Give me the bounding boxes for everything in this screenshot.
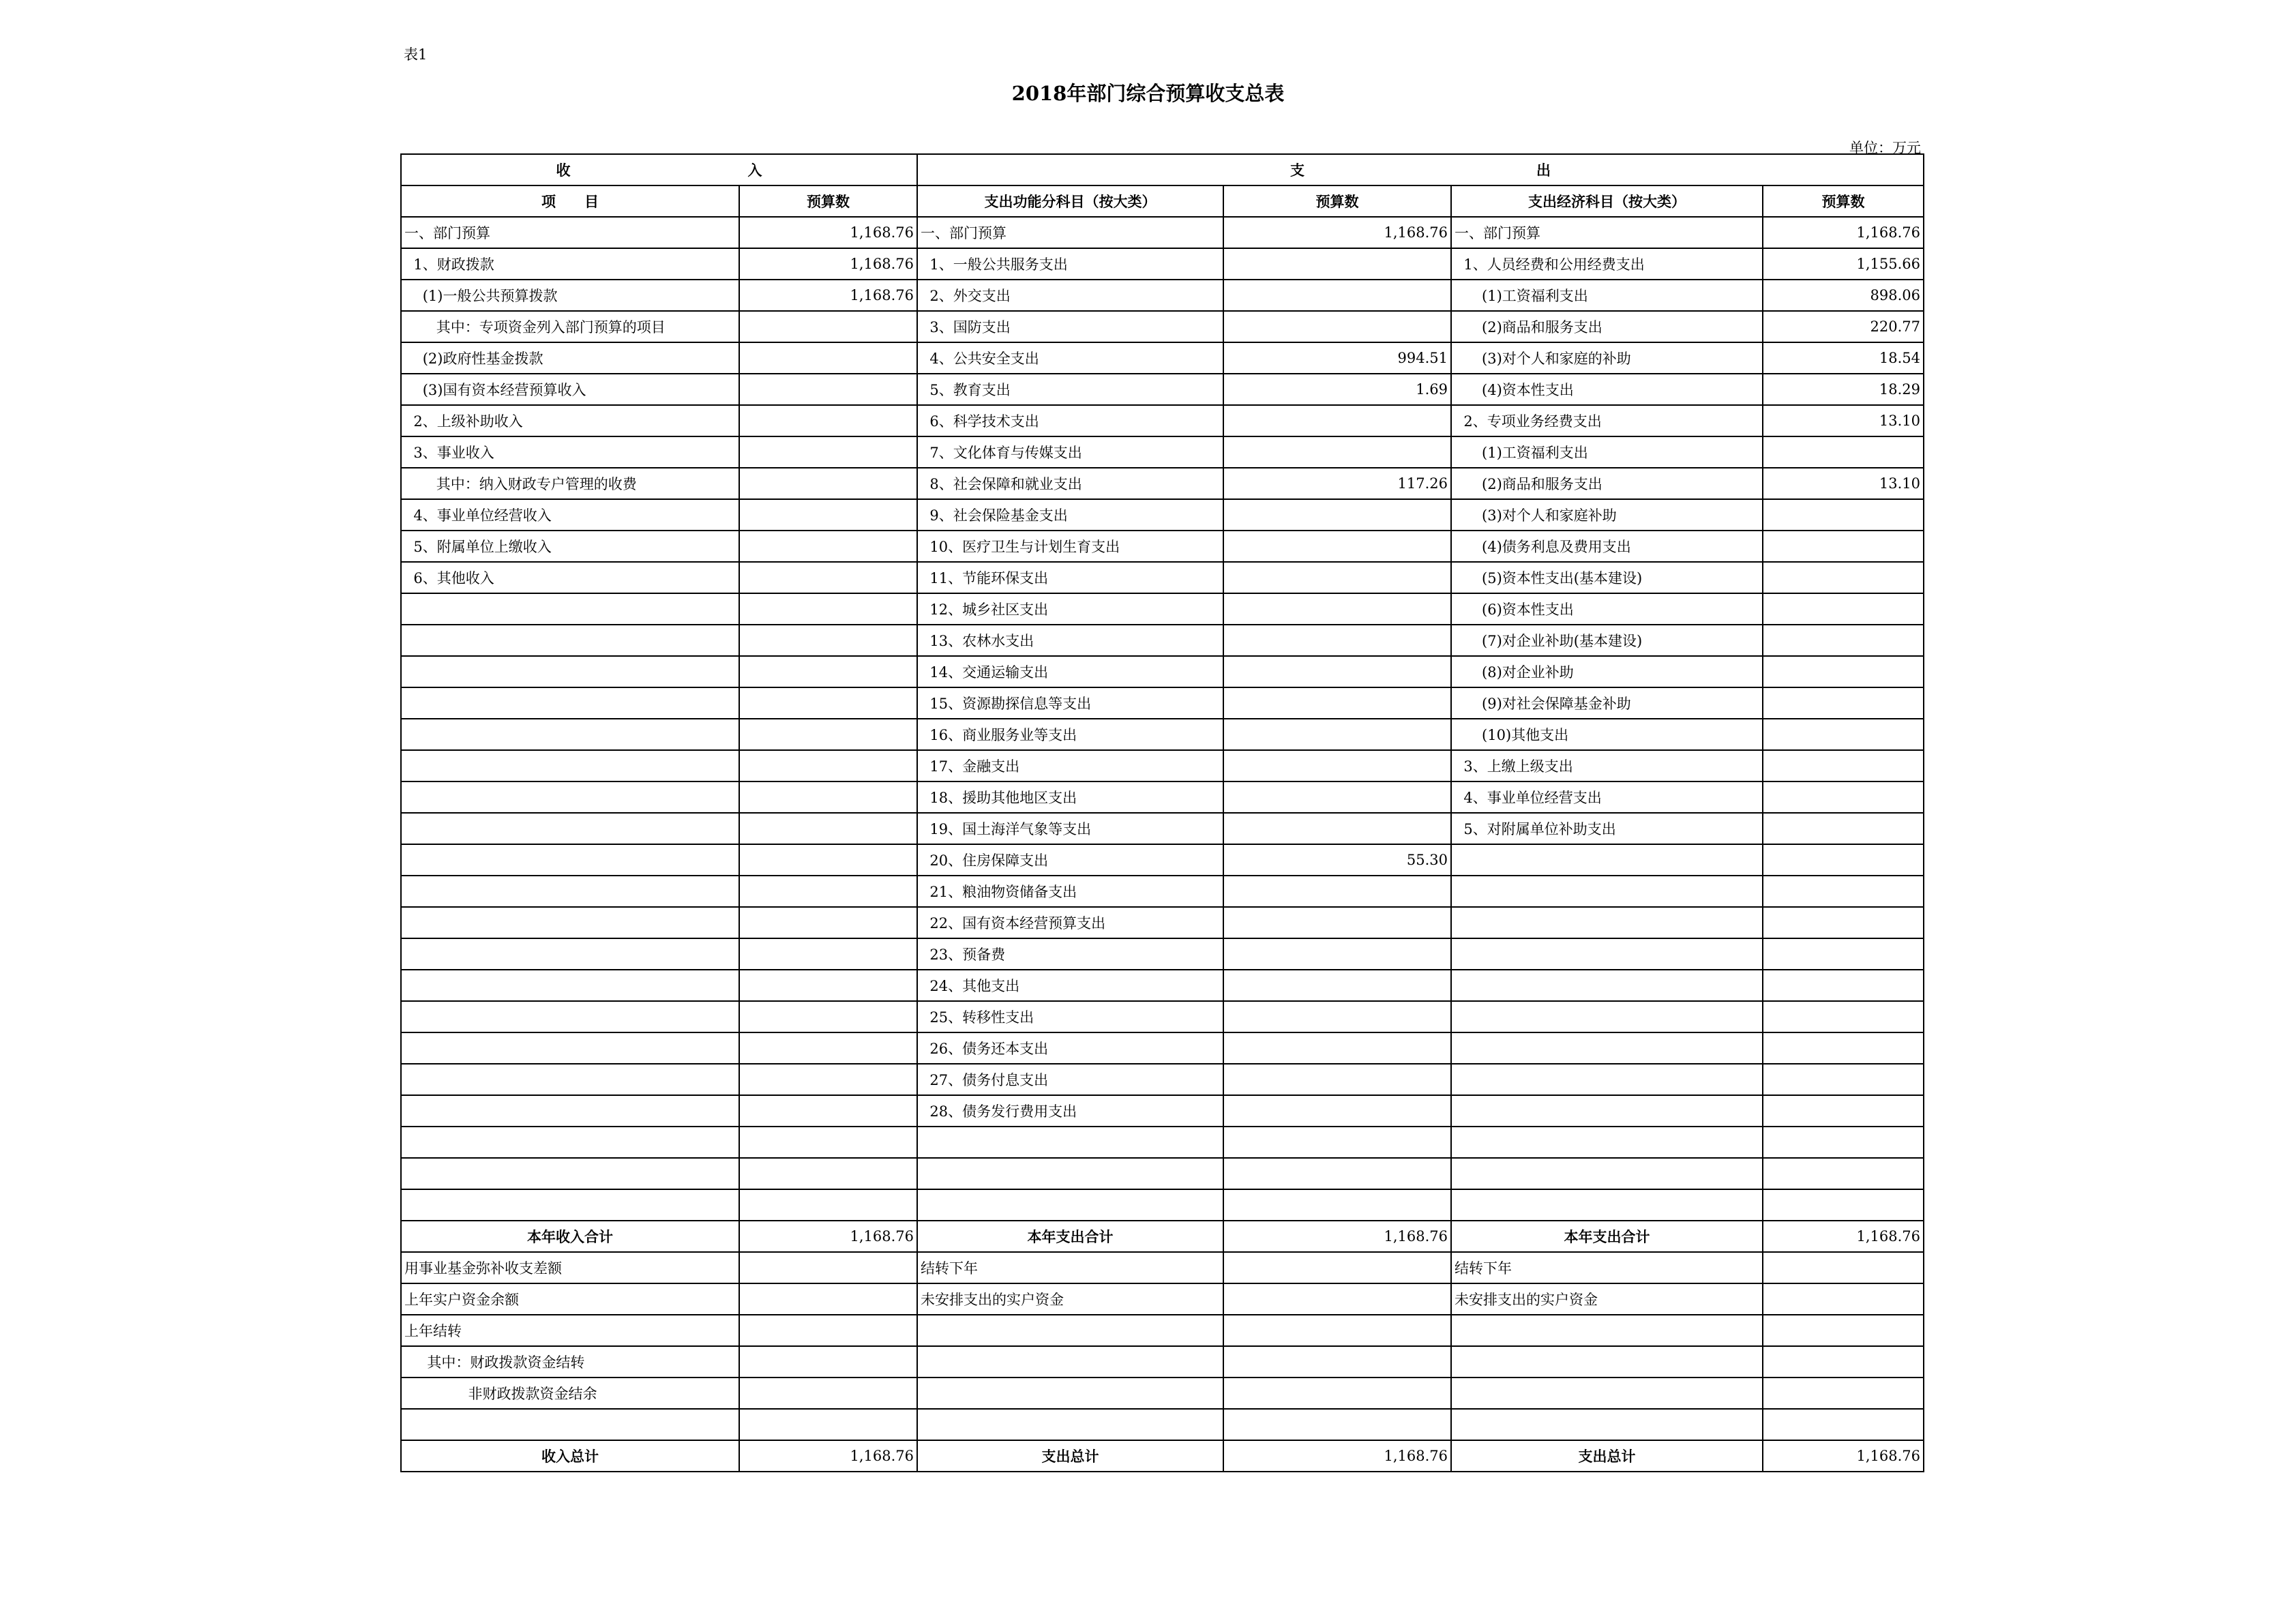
function-item: 7、文化体育与传媒支出 (917, 436, 1223, 468)
income-budget (739, 1283, 917, 1315)
income-item: 上年实户资金余额 (401, 1283, 739, 1315)
table-row (401, 1346, 1924, 1378)
subtotal-row-econ-label: 本年支出合计 (1451, 1221, 1763, 1252)
total-row-econ-value: 1,168.76 (1763, 1440, 1924, 1472)
economic-item (1451, 1189, 1763, 1221)
function-item: 22、国有资本经营预算支出 (917, 907, 1223, 938)
economic-budget: 1,155.66 (1763, 248, 1924, 280)
economic-item: (5)资本性支出(基本建设) (1451, 562, 1763, 593)
income-budget (739, 562, 917, 593)
function-budget (1223, 719, 1451, 750)
subtotal-row-income-label: 本年收入合计 (401, 1221, 739, 1252)
income-item: 其中：纳入财政专户管理的收费 (401, 468, 739, 499)
table-row (401, 1378, 1924, 1409)
economic-budget: 13.10 (1763, 405, 1924, 436)
economic-item (1451, 1064, 1763, 1095)
income-item (401, 781, 739, 813)
function-budget (1223, 499, 1451, 531)
economic-budget (1763, 1064, 1924, 1095)
income-item: 2、上级补助收入 (401, 405, 739, 436)
income-item (401, 1127, 739, 1158)
economic-item: (8)对企业补助 (1451, 656, 1763, 687)
income-budget (739, 719, 917, 750)
economic-budget (1763, 1346, 1924, 1378)
function-budget (1223, 280, 1451, 311)
income-budget (739, 1127, 917, 1158)
income-budget: 1,168.76 (739, 248, 917, 280)
table-row (401, 468, 1924, 499)
economic-item: (6)资本性支出 (1451, 593, 1763, 625)
function-budget (1223, 1095, 1451, 1127)
income-budget (739, 436, 917, 468)
function-item: 21、粮油物资储备支出 (917, 876, 1223, 907)
function-item: 9、社会保险基金支出 (917, 499, 1223, 531)
table-row (401, 1127, 1924, 1158)
economic-budget (1763, 593, 1924, 625)
economic-item: 1、人员经费和公用经费支出 (1451, 248, 1763, 280)
economic-item: (4)资本性支出 (1451, 374, 1763, 405)
subtotal-row-func-value: 1,168.76 (1223, 1221, 1451, 1252)
economic-budget (1763, 781, 1924, 813)
income-budget (739, 1315, 917, 1346)
income-item (401, 813, 739, 844)
table-row (401, 374, 1924, 405)
function-item: 16、商业服务业等支出 (917, 719, 1223, 750)
col-header-budget: 预算数 (1763, 185, 1924, 217)
col-header-budget: 预算数 (1223, 185, 1451, 217)
income-budget: 1,168.76 (739, 217, 917, 248)
income-budget (739, 1378, 917, 1409)
economic-budget (1763, 562, 1924, 593)
economic-budget (1763, 1001, 1924, 1032)
expense-group-header: 支 出 (917, 154, 1924, 185)
table-row (401, 531, 1924, 562)
income-item: (1)一般公共预算拨款 (401, 280, 739, 311)
table-row (401, 813, 1924, 844)
function-item: 2、外交支出 (917, 280, 1223, 311)
function-item: 4、公共安全支出 (917, 342, 1223, 374)
function-item: 27、债务付息支出 (917, 1064, 1223, 1095)
function-budget (1223, 1127, 1451, 1158)
function-budget (1223, 876, 1451, 907)
table-row (401, 876, 1924, 907)
table-row (401, 1158, 1924, 1189)
function-item: 28、债务发行费用支出 (917, 1095, 1223, 1127)
income-budget (739, 687, 917, 719)
economic-item (1451, 876, 1763, 907)
group-header-row (401, 154, 1924, 185)
total-row (401, 1440, 1924, 1472)
economic-item: (7)对企业补助(基本建设) (1451, 625, 1763, 656)
table-row (401, 342, 1924, 374)
function-item (917, 1346, 1223, 1378)
income-item: 其中：财政拨款资金结转 (401, 1346, 739, 1378)
function-item: 15、资源勘探信息等支出 (917, 687, 1223, 719)
income-item: 一、部门预算 (401, 217, 739, 248)
income-budget (739, 405, 917, 436)
table-row (401, 280, 1924, 311)
function-budget (1223, 656, 1451, 687)
function-item: 结转下年 (917, 1252, 1223, 1283)
table-row (401, 907, 1924, 938)
economic-budget: 13.10 (1763, 468, 1924, 499)
income-item: 4、事业单位经营收入 (401, 499, 739, 531)
function-budget (1223, 687, 1451, 719)
income-budget (739, 531, 917, 562)
income-budget (739, 970, 917, 1001)
income-budget (739, 876, 917, 907)
income-budget (739, 1032, 917, 1064)
total-row-func-label: 支出总计 (917, 1440, 1223, 1472)
income-budget (739, 1409, 917, 1440)
function-budget (1223, 311, 1451, 342)
economic-budget (1763, 436, 1924, 468)
table-number: 表1 (404, 46, 428, 63)
income-budget (739, 625, 917, 656)
income-item (401, 1409, 739, 1440)
economic-budget (1763, 1283, 1924, 1315)
function-budget (1223, 436, 1451, 468)
economic-item: 4、事业单位经营支出 (1451, 781, 1763, 813)
economic-budget (1763, 1252, 1924, 1283)
function-item: 19、国土海洋气象等支出 (917, 813, 1223, 844)
economic-budget (1763, 1158, 1924, 1189)
function-budget: 1,168.76 (1223, 217, 1451, 248)
economic-budget: 898.06 (1763, 280, 1924, 311)
income-item: 6、其他收入 (401, 562, 739, 593)
economic-item (1451, 1346, 1763, 1378)
economic-budget (1763, 1127, 1924, 1158)
function-budget (1223, 938, 1451, 970)
function-budget (1223, 907, 1451, 938)
income-budget (739, 374, 917, 405)
income-budget (739, 1064, 917, 1095)
economic-item: 一、部门预算 (1451, 217, 1763, 248)
income-item (401, 1189, 739, 1221)
income-item (401, 687, 739, 719)
function-item: 一、部门预算 (917, 217, 1223, 248)
income-item: (3)国有资本经营预算收入 (401, 374, 739, 405)
economic-budget (1763, 687, 1924, 719)
function-budget (1223, 1315, 1451, 1346)
function-budget (1223, 781, 1451, 813)
total-row-econ-label: 支出总计 (1451, 1440, 1763, 1472)
income-item (401, 1064, 739, 1095)
total-row-func-value: 1,168.76 (1223, 1440, 1451, 1472)
income-group-header: 收 入 (401, 154, 917, 185)
table-row (401, 1189, 1924, 1221)
income-budget (739, 781, 917, 813)
table-row (401, 1409, 1924, 1440)
function-item (917, 1189, 1223, 1221)
function-item: 26、债务还本支出 (917, 1032, 1223, 1064)
income-item (401, 1095, 739, 1127)
table-row (401, 687, 1924, 719)
income-budget (739, 844, 917, 876)
function-item: 23、预备费 (917, 938, 1223, 970)
function-budget (1223, 625, 1451, 656)
economic-budget (1763, 1095, 1924, 1127)
subtotal-row-econ-value: 1,168.76 (1763, 1221, 1924, 1252)
page-title: 2018年部门综合预算收支总表 (1011, 82, 1285, 105)
economic-budget: 18.54 (1763, 342, 1924, 374)
economic-item: (2)商品和服务支出 (1451, 468, 1763, 499)
income-item (401, 876, 739, 907)
income-budget (739, 468, 917, 499)
income-item (401, 938, 739, 970)
table-row (401, 970, 1924, 1001)
economic-budget (1763, 625, 1924, 656)
table-row (401, 1095, 1924, 1127)
economic-item: 结转下年 (1451, 1252, 1763, 1283)
function-item (917, 1409, 1223, 1440)
table-row (401, 499, 1924, 531)
function-budget (1223, 562, 1451, 593)
table-row (401, 625, 1924, 656)
income-item (401, 719, 739, 750)
function-item: 18、援助其他地区支出 (917, 781, 1223, 813)
function-item: 6、科学技术支出 (917, 405, 1223, 436)
subtotal-row (401, 1221, 1924, 1252)
economic-budget: 220.77 (1763, 311, 1924, 342)
income-budget (739, 907, 917, 938)
income-budget (739, 750, 917, 781)
economic-item: (10)其他支出 (1451, 719, 1763, 750)
subtotal-row-income-value: 1,168.76 (739, 1221, 917, 1252)
income-item (401, 593, 739, 625)
economic-budget: 18.29 (1763, 374, 1924, 405)
table-row (401, 1315, 1924, 1346)
function-budget (1223, 531, 1451, 562)
function-item: 未安排支出的实户资金 (917, 1283, 1223, 1315)
function-budget (1223, 1409, 1451, 1440)
function-budget (1223, 1252, 1451, 1283)
income-item (401, 1032, 739, 1064)
economic-item: (9)对社会保障基金补助 (1451, 687, 1763, 719)
income-item (401, 656, 739, 687)
function-item (917, 1158, 1223, 1189)
economic-budget (1763, 1409, 1924, 1440)
income-budget (739, 1158, 917, 1189)
function-budget: 1.69 (1223, 374, 1451, 405)
economic-item: (1)工资福利支出 (1451, 436, 1763, 468)
table-row (401, 1252, 1924, 1283)
function-budget (1223, 405, 1451, 436)
function-item: 17、金融支出 (917, 750, 1223, 781)
economic-budget (1763, 750, 1924, 781)
economic-item (1451, 938, 1763, 970)
income-item: 1、财政拨款 (401, 248, 739, 280)
function-budget (1223, 1158, 1451, 1189)
col-header-economic-subject: 支出经济科目（按大类） (1451, 185, 1763, 217)
function-budget (1223, 1032, 1451, 1064)
income-budget (739, 593, 917, 625)
income-item (401, 844, 739, 876)
table-row (401, 656, 1924, 687)
function-item: 12、城乡社区支出 (917, 593, 1223, 625)
table-row (401, 562, 1924, 593)
function-budget (1223, 1378, 1451, 1409)
table-row (401, 436, 1924, 468)
economic-item (1451, 1315, 1763, 1346)
economic-item (1451, 1032, 1763, 1064)
total-row-income-value: 1,168.76 (739, 1440, 917, 1472)
function-item: 24、其他支出 (917, 970, 1223, 1001)
economic-budget (1763, 938, 1924, 970)
total-row-income-label: 收入总计 (401, 1440, 739, 1472)
income-item (401, 625, 739, 656)
economic-budget (1763, 970, 1924, 1001)
income-budget (739, 938, 917, 970)
function-budget (1223, 248, 1451, 280)
function-budget (1223, 1189, 1451, 1221)
income-item: 上年结转 (401, 1315, 739, 1346)
economic-item: (3)对个人和家庭的补助 (1451, 342, 1763, 374)
income-item: (2)政府性基金拨款 (401, 342, 739, 374)
function-item (917, 1315, 1223, 1346)
function-budget: 117.26 (1223, 468, 1451, 499)
economic-budget (1763, 1378, 1924, 1409)
economic-item (1451, 1378, 1763, 1409)
economic-item (1451, 1127, 1763, 1158)
budget-table (400, 153, 1924, 1472)
economic-item (1451, 1001, 1763, 1032)
function-budget: 55.30 (1223, 844, 1451, 876)
table-row (401, 248, 1924, 280)
table-row (401, 844, 1924, 876)
table-row (401, 938, 1924, 970)
function-item: 11、节能环保支出 (917, 562, 1223, 593)
income-item (401, 1158, 739, 1189)
income-item (401, 750, 739, 781)
function-item: 8、社会保障和就业支出 (917, 468, 1223, 499)
economic-item: (4)债务利息及费用支出 (1451, 531, 1763, 562)
income-budget (739, 1001, 917, 1032)
economic-item (1451, 907, 1763, 938)
income-budget (739, 1189, 917, 1221)
function-item (917, 1378, 1223, 1409)
economic-budget (1763, 656, 1924, 687)
economic-item: (3)对个人和家庭补助 (1451, 499, 1763, 531)
economic-budget (1763, 813, 1924, 844)
table-row (401, 217, 1924, 248)
table-row (401, 1001, 1924, 1032)
economic-budget (1763, 719, 1924, 750)
function-budget: 994.51 (1223, 342, 1451, 374)
function-budget (1223, 970, 1451, 1001)
economic-item: 3、上缴上级支出 (1451, 750, 1763, 781)
income-item: 用事业基金弥补收支差额 (401, 1252, 739, 1283)
table-row (401, 719, 1924, 750)
economic-budget (1763, 531, 1924, 562)
function-budget (1223, 750, 1451, 781)
economic-item: 2、专项业务经费支出 (1451, 405, 1763, 436)
income-item: 其中：专项资金列入部门预算的项目 (401, 311, 739, 342)
income-item (401, 1001, 739, 1032)
function-budget (1223, 1346, 1451, 1378)
economic-item (1451, 1095, 1763, 1127)
income-item: 5、附属单位上缴收入 (401, 531, 739, 562)
function-item: 14、交通运输支出 (917, 656, 1223, 687)
function-item: 20、住房保障支出 (917, 844, 1223, 876)
function-item: 1、一般公共服务支出 (917, 248, 1223, 280)
economic-budget (1763, 907, 1924, 938)
column-header-row (401, 185, 1924, 217)
function-item: 5、教育支出 (917, 374, 1223, 405)
economic-item: (1)工资福利支出 (1451, 280, 1763, 311)
economic-budget (1763, 1032, 1924, 1064)
table-row (401, 593, 1924, 625)
economic-budget (1763, 844, 1924, 876)
economic-budget: 1,168.76 (1763, 217, 1924, 248)
function-budget (1223, 1001, 1451, 1032)
table-row (401, 1032, 1924, 1064)
function-budget (1223, 813, 1451, 844)
income-budget (739, 1095, 917, 1127)
function-item (917, 1127, 1223, 1158)
income-budget (739, 342, 917, 374)
unit-label: 单位：万元 (1849, 140, 1921, 156)
table-row (401, 405, 1924, 436)
economic-budget (1763, 1315, 1924, 1346)
table-row (401, 1283, 1924, 1315)
economic-item (1451, 1158, 1763, 1189)
income-item (401, 970, 739, 1001)
income-item: 非财政拨款资金结余 (401, 1378, 739, 1409)
function-budget (1223, 1064, 1451, 1095)
function-budget (1223, 1283, 1451, 1315)
economic-item (1451, 844, 1763, 876)
income-budget: 1,168.76 (739, 280, 917, 311)
table-row (401, 781, 1924, 813)
function-item: 25、转移性支出 (917, 1001, 1223, 1032)
income-budget (739, 1346, 917, 1378)
economic-item (1451, 1409, 1763, 1440)
economic-budget (1763, 876, 1924, 907)
col-header-function-subject: 支出功能分科目（按大类） (917, 185, 1223, 217)
income-budget (739, 813, 917, 844)
subtotal-row-func-label: 本年支出合计 (917, 1221, 1223, 1252)
economic-item: 未安排支出的实户资金 (1451, 1283, 1763, 1315)
income-budget (739, 656, 917, 687)
income-item: 3、事业收入 (401, 436, 739, 468)
income-item (401, 907, 739, 938)
table-row (401, 311, 1924, 342)
income-budget (739, 311, 917, 342)
col-header-budget: 预算数 (739, 185, 917, 217)
income-budget (739, 1252, 917, 1283)
function-budget (1223, 593, 1451, 625)
table-row (401, 750, 1924, 781)
economic-item (1451, 970, 1763, 1001)
col-header-item: 项 目 (401, 185, 739, 217)
economic-item: (2)商品和服务支出 (1451, 311, 1763, 342)
table-row (401, 1064, 1924, 1095)
economic-item: 5、对附属单位补助支出 (1451, 813, 1763, 844)
economic-budget (1763, 1189, 1924, 1221)
economic-budget (1763, 499, 1924, 531)
function-item: 3、国防支出 (917, 311, 1223, 342)
function-item: 13、农林水支出 (917, 625, 1223, 656)
income-budget (739, 499, 917, 531)
function-item: 10、医疗卫生与计划生育支出 (917, 531, 1223, 562)
